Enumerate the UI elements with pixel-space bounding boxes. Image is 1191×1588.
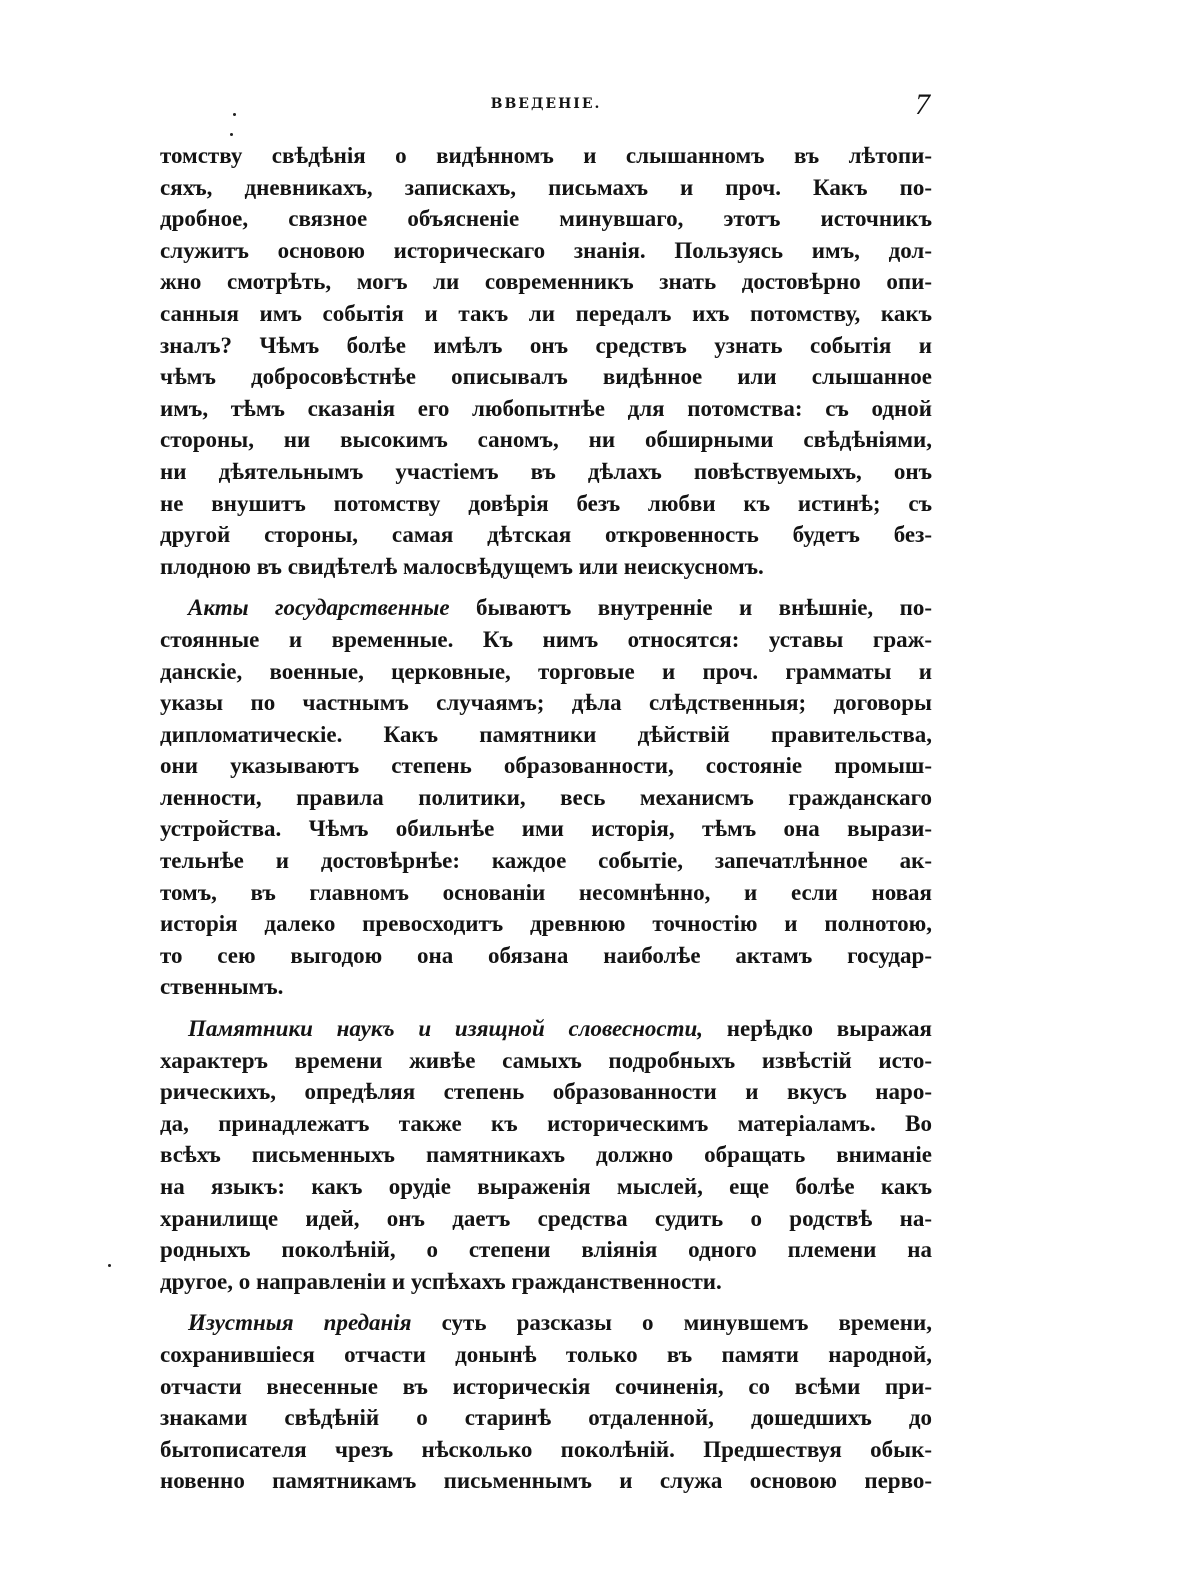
text-line: ни дѣятельнымъ участіемъ въ дѣлахъ повѣствуемыхъ, онъ [160,458,932,484]
text-line: имъ, тѣмъ сказанія его любопытнѣе для потомства: съ одной [160,395,932,421]
text-line: жно смотрѣть, могъ ли современникъ знать достовѣрно опи- [160,269,932,295]
text-line: ленности, правила политики, весь механисмъ гражданскаго [160,784,932,810]
text-line: данскіе, военные, церковные, торговые и проч. грамматы и [160,658,932,684]
text-line: стоянные и временные. Къ нимъ относятся: уставы граж- [160,626,932,652]
text-line: томъ, въ главномъ основаніи несомнѣнно, и если новая [160,879,932,905]
text-fragment: бываютъ внутренніе и внѣшніе, по- [449,595,932,621]
text-line [160,1013,932,1045]
text-line: другое, о направленіи и успѣхахъ гражданственности. [160,1268,722,1294]
text-line: исторія далеко превосходитъ древнюю точностію и полнотою, [160,911,932,937]
body-text [160,140,932,1497]
text-line: указы по частнымъ случаямъ; дѣла слѣдственныя; договоры [160,690,932,716]
page-number: 7 [915,88,930,121]
text-line: сохранившіеся отчасти донынѣ только въ памяти народной, [160,1341,932,1367]
text-line: рическихъ, опредѣляя степень образованности и вкусъ наро- [160,1079,932,1105]
text-line: характеръ времени живѣе самыхъ подробныхъ извѣстій исто- [160,1047,932,1073]
text-fragment: нерѣдко выражая [703,1016,932,1042]
text-line: тельнѣе и достовѣрнѣе: каждое событіе, запечатлѣнное ак- [160,848,932,874]
paragraph-1 [160,140,932,582]
text-line: на языкъ: какъ орудіе выраженія мыслей, еще болѣе какъ [160,1174,932,1199]
text-fragment: суть разсказы о минувшемъ времени, [411,1310,932,1336]
italic-lead: Памятники наукъ и изящной словесности, [188,1016,704,1042]
text-line: они указываютъ степень образованности, состояніе промыш- [160,753,932,779]
text-line: дробное, связное объясненіе минувшаго, этотъ источникъ [160,206,932,232]
text-line [160,592,932,624]
text-line: дипломатическіе. Какъ памятники дѣйствій правительства, [160,721,932,747]
text-line: ственнымъ. [160,974,284,1000]
text-line: служитъ основою историческаго знанія. Пользуясь имъ, дол- [160,237,932,263]
text-line: да, принадлежатъ также къ историческимъ матеріаламъ. Во [160,1110,932,1136]
paragraph-3 [160,1013,932,1297]
text-line: знаками свѣдѣній о старинѣ отдаленной, дошедшихъ до [160,1405,932,1431]
text-line: санныя имъ событія и такъ ли передалъ ихъ потомству, какъ [160,300,932,326]
text-line: сяхъ, дневникахъ, запискахъ, письмахъ и проч. Какъ по- [160,174,932,200]
text-line: устройства. Чѣмъ обильнѣе ими исторія, тѣмъ она вырази- [160,816,932,842]
text-line: отчасти внесенные въ историческія сочиненія, со всѣми при- [160,1373,932,1399]
ink-speck [108,1264,111,1267]
chapter-title: ВВЕДЕНІЕ. [490,96,602,112]
text-line: чѣмъ добросовѣстнѣе описывалъ видѣнное или слышанное [160,364,932,390]
italic-lead: Изустныя преданія [188,1310,412,1336]
text-line [160,1307,932,1339]
text-line: родныхъ поколѣній, о степени вліянія одного племени на [160,1237,932,1263]
text-line: плодною въ свидѣтелѣ малосвѣдущемъ или неискусномъ. [160,553,764,579]
text-line: не внушитъ потомству довѣрія безъ любви къ истинѣ; съ [160,490,932,516]
text-line: зналъ? Чѣмъ болѣе имѣлъ онъ средствъ узнать событія и [160,332,932,358]
paragraph-2 [160,592,932,1003]
text-line: стороны, ни высокимъ саномъ, ни обширными свѣдѣніями, [160,427,932,453]
running-head [160,88,932,121]
text-line: новенно памятникамъ письменнымъ и служа основою перво- [160,1468,932,1494]
book-page [160,0,932,1588]
text-line: томству свѣдѣнія о видѣнномъ и слышанномъ въ лѣтопи- [160,143,932,168]
text-line: то сею выгодою она обязана наиболѣе актамъ государ- [160,942,932,968]
italic-lead: Акты государственные [188,595,450,621]
paragraph-4 [160,1307,932,1497]
ink-speck [233,113,236,116]
text-line: бытописателя чрезъ нѣсколько поколѣній. Предшествуя обык- [160,1436,932,1462]
text-line: другой стороны, самая дѣтская откровенность будетъ без- [160,522,932,548]
text-line: хранилище идей, онъ даетъ средства судить о родствѣ на- [160,1205,932,1231]
text-line: всѣхъ письменныхъ памятникахъ должно обращать вниманіе [160,1142,932,1168]
ink-speck [230,133,233,136]
